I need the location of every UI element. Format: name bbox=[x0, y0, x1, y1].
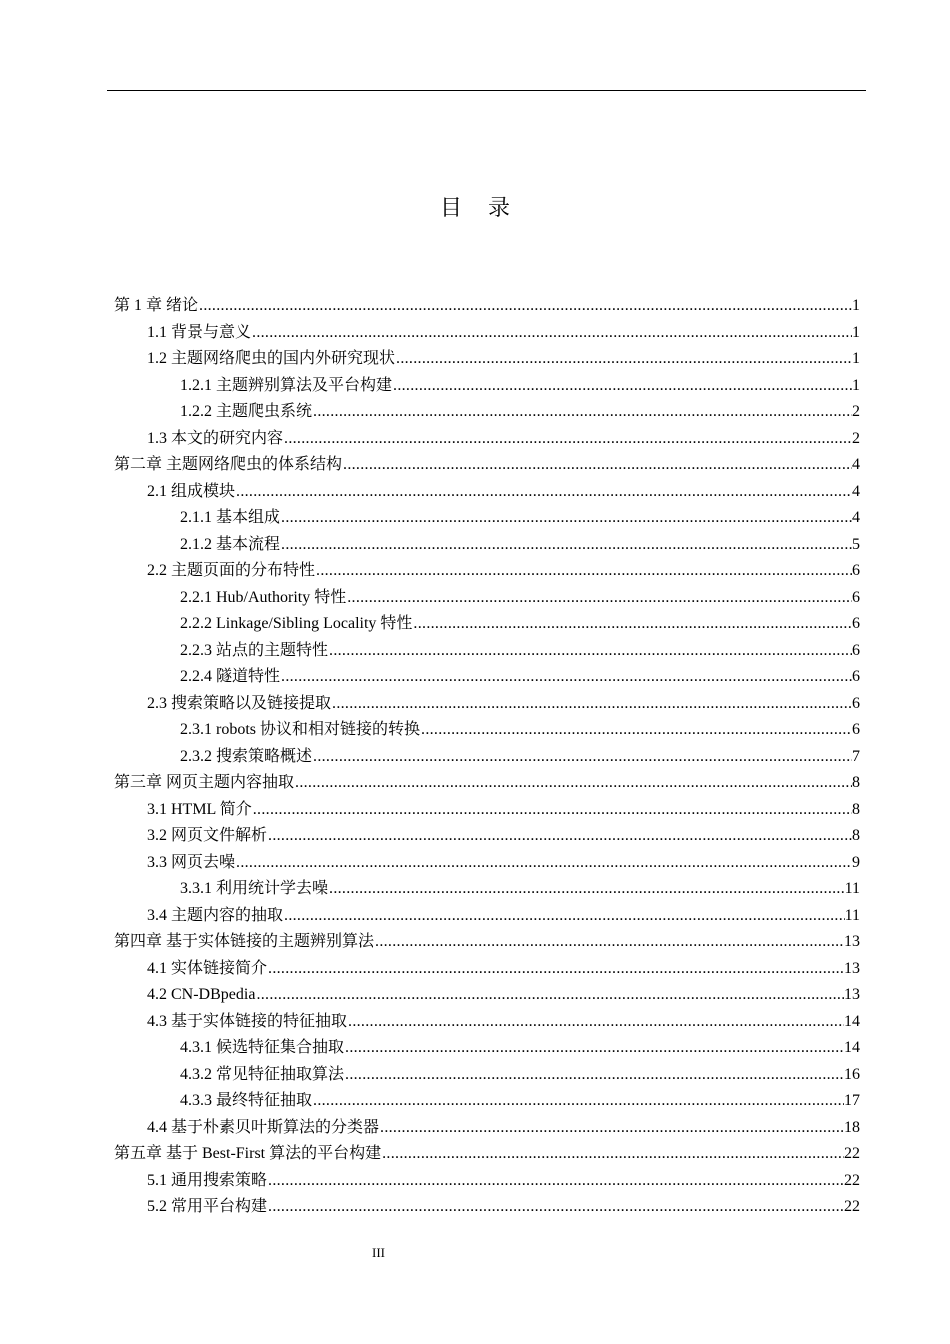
dot-leader bbox=[380, 1115, 844, 1142]
toc-entry[interactable] bbox=[114, 611, 860, 638]
toc-entry-title: 1.2.1 主题辨别算法及平台构建 bbox=[180, 376, 393, 394]
dot-leader bbox=[253, 797, 852, 824]
toc-entry-page: 4 bbox=[852, 456, 860, 473]
toc-entry[interactable] bbox=[114, 452, 860, 479]
dot-leader bbox=[268, 956, 844, 983]
header-rule bbox=[107, 90, 866, 91]
toc-entry[interactable] bbox=[114, 426, 860, 453]
toc-entry-page: 6 bbox=[852, 615, 860, 632]
toc-entry-title: 第三章 网页主题内容抽取 bbox=[114, 774, 295, 791]
toc-entry[interactable] bbox=[114, 1009, 860, 1036]
toc-entry[interactable] bbox=[114, 717, 860, 744]
toc-entry-title: 5.2 常用平台构建 bbox=[147, 1198, 268, 1215]
toc-entry-page: 11 bbox=[844, 906, 860, 924]
toc-entry-page: 6 bbox=[852, 668, 860, 685]
dot-leader bbox=[284, 426, 852, 453]
toc-entry[interactable] bbox=[114, 929, 860, 956]
dot-leader bbox=[329, 638, 852, 665]
toc-entry-title: 4.3.2 常见特征抽取算法 bbox=[180, 1065, 345, 1083]
toc-entry-page: 14 bbox=[844, 1039, 860, 1056]
toc-entry-page: 18 bbox=[844, 1118, 860, 1136]
dot-leader bbox=[256, 982, 844, 1009]
dot-leader bbox=[268, 823, 852, 850]
toc-entry[interactable] bbox=[114, 479, 860, 506]
toc-entry-title: 1.2.2 主题爬虫系统 bbox=[180, 403, 313, 420]
toc-entry-page: 2 bbox=[852, 403, 860, 420]
dot-leader bbox=[281, 532, 852, 559]
toc-entry-title: 4.2 CN-DBpedia bbox=[147, 986, 256, 1003]
toc-entry-page: 22 bbox=[844, 1145, 860, 1162]
toc-entry-title: 2.1.2 基本流程 bbox=[180, 535, 281, 553]
toc-entry-page: 1 bbox=[852, 297, 860, 314]
dot-leader bbox=[281, 505, 852, 532]
dot-leader bbox=[284, 903, 845, 930]
dot-leader bbox=[268, 1168, 844, 1195]
toc-entry-title: 2.2 主题页面的分布特性 bbox=[147, 562, 316, 579]
toc-entry-title: 第二章 主题网络爬虫的体系结构 bbox=[114, 456, 343, 473]
toc-entry-page: 16 bbox=[844, 1065, 860, 1083]
toc-entry-page: 13 bbox=[844, 986, 860, 1003]
toc-entry-page: 6 bbox=[852, 721, 860, 738]
toc-entry-title: 第五章 基于 Best-First 算法的平台构建 bbox=[114, 1145, 382, 1162]
toc-entry-title: 1.3 本文的研究内容 bbox=[147, 429, 284, 447]
toc-entry[interactable] bbox=[114, 982, 860, 1009]
toc-entry-title: 1.2 主题网络爬虫的国内外研究现状 bbox=[147, 350, 396, 367]
toc-entry-title: 2.2.1 Hub/Authority 特性 bbox=[180, 588, 347, 606]
dot-leader bbox=[421, 717, 852, 744]
dot-leader bbox=[393, 373, 852, 400]
toc-entry-title: 4.4 基于朴素贝叶斯算法的分类器 bbox=[147, 1118, 380, 1136]
toc-entry-page: 7 bbox=[852, 747, 860, 765]
toc-entry-page: 6 bbox=[852, 588, 860, 606]
dot-leader bbox=[413, 611, 852, 638]
toc-entry-title: 3.1 HTML 简介 bbox=[147, 800, 252, 818]
toc-entry[interactable] bbox=[114, 558, 860, 585]
table-of-contents bbox=[114, 293, 860, 1221]
dot-leader bbox=[295, 770, 852, 797]
toc-entry-title: 5.1 通用搜索策略 bbox=[147, 1171, 268, 1189]
toc-entry-title: 3.2 网页文件解析 bbox=[147, 827, 268, 844]
toc-entry-page: 2 bbox=[852, 429, 860, 447]
toc-entry-title: 3.3 网页去噪 bbox=[147, 853, 236, 871]
toc-entry[interactable] bbox=[114, 1194, 860, 1221]
toc-title: 目录 bbox=[439, 196, 536, 221]
toc-entry[interactable] bbox=[114, 399, 860, 426]
toc-entry-page: 5 bbox=[852, 535, 860, 553]
toc-entry[interactable] bbox=[114, 320, 860, 347]
dot-leader bbox=[345, 1035, 844, 1062]
toc-entry-page: 1 bbox=[852, 323, 860, 341]
toc-entry[interactable] bbox=[114, 691, 860, 718]
toc-entry[interactable] bbox=[114, 1115, 860, 1142]
toc-entry-title: 4.3.3 最终特征抽取 bbox=[180, 1092, 313, 1109]
dot-leader bbox=[268, 1194, 844, 1221]
toc-entry-title: 2.1.1 基本组成 bbox=[180, 509, 281, 526]
toc-entry[interactable] bbox=[114, 638, 860, 665]
toc-entry[interactable] bbox=[114, 664, 860, 691]
toc-entry-page: 6 bbox=[852, 694, 860, 712]
dot-leader bbox=[313, 1088, 844, 1115]
toc-entry-page: 17 bbox=[844, 1092, 860, 1109]
toc-entry-page: 13 bbox=[844, 959, 860, 977]
toc-entry[interactable] bbox=[114, 876, 860, 903]
toc-entry-title: 第四章 基于实体链接的主题辨别算法 bbox=[114, 933, 375, 950]
toc-entry-title: 3.4 主题内容的抽取 bbox=[147, 906, 284, 924]
toc-entry-title: 4.3 基于实体链接的特征抽取 bbox=[147, 1012, 348, 1030]
dot-leader bbox=[345, 1062, 844, 1089]
dot-leader bbox=[332, 691, 852, 718]
toc-entry-page: 8 bbox=[852, 800, 860, 818]
dot-leader bbox=[329, 876, 845, 903]
page-number: III bbox=[372, 1245, 385, 1260]
dot-leader bbox=[281, 664, 852, 691]
toc-entry-title: 第 1 章 绪论 bbox=[114, 297, 199, 314]
toc-entry[interactable] bbox=[114, 532, 860, 559]
dot-leader bbox=[347, 585, 852, 612]
toc-entry[interactable] bbox=[114, 1088, 860, 1115]
toc-entry-page: 6 bbox=[852, 641, 860, 659]
toc-entry-page: 11 bbox=[844, 880, 860, 897]
toc-entry-page: 8 bbox=[852, 774, 860, 791]
dot-leader bbox=[375, 929, 844, 956]
toc-entry[interactable] bbox=[114, 744, 860, 771]
toc-entry-title: 2.2.4 隧道特性 bbox=[180, 668, 281, 685]
toc-entry-page: 4 bbox=[852, 509, 860, 526]
toc-entry-title: 2.2.2 Linkage/Sibling Locality 特性 bbox=[180, 615, 413, 632]
toc-entry-title: 2.3.1 robots 协议和相对链接的转换 bbox=[180, 721, 421, 738]
toc-entry-title: 2.2.3 站点的主题特性 bbox=[180, 641, 329, 659]
toc-entry-title: 1.1 背景与意义 bbox=[147, 323, 252, 341]
toc-entry-page: 13 bbox=[844, 933, 860, 950]
toc-entry[interactable] bbox=[114, 346, 860, 373]
toc-entry[interactable] bbox=[114, 1062, 860, 1089]
toc-entry-title: 2.1 组成模块 bbox=[147, 482, 236, 500]
toc-entry[interactable] bbox=[114, 373, 860, 400]
toc-entry-title: 2.3.2 搜索策略概述 bbox=[180, 747, 313, 765]
toc-entry-page: 9 bbox=[852, 853, 860, 871]
toc-entry[interactable] bbox=[114, 850, 860, 877]
toc-entry[interactable] bbox=[114, 797, 860, 824]
dot-leader bbox=[313, 744, 852, 771]
toc-entry-page: 8 bbox=[852, 827, 860, 844]
toc-entry[interactable] bbox=[114, 956, 860, 983]
toc-entry[interactable] bbox=[114, 293, 860, 320]
toc-entry-page: 22 bbox=[844, 1171, 860, 1189]
dot-leader bbox=[236, 479, 852, 506]
dot-leader bbox=[313, 399, 852, 426]
toc-entry[interactable] bbox=[114, 1168, 860, 1195]
toc-entry-title: 3.3.1 利用统计学去噪 bbox=[180, 880, 329, 897]
toc-entry-page: 4 bbox=[852, 482, 860, 500]
dot-leader bbox=[396, 346, 852, 373]
toc-entry-page: 14 bbox=[844, 1012, 860, 1030]
toc-entry-title: 2.3 搜索策略以及链接提取 bbox=[147, 694, 332, 712]
dot-leader bbox=[199, 293, 852, 320]
toc-entry[interactable] bbox=[114, 1141, 860, 1168]
dot-leader bbox=[252, 320, 852, 347]
dot-leader bbox=[382, 1141, 844, 1168]
dot-leader bbox=[236, 850, 852, 877]
toc-entry-title: 4.1 实体链接简介 bbox=[147, 959, 268, 977]
toc-entry[interactable] bbox=[114, 585, 860, 612]
toc-entry[interactable] bbox=[114, 823, 860, 850]
toc-entry[interactable] bbox=[114, 505, 860, 532]
toc-entry-page: 6 bbox=[852, 562, 860, 579]
toc-entry-page: 1 bbox=[852, 350, 860, 367]
toc-entry-page: 22 bbox=[844, 1198, 860, 1215]
toc-entry[interactable] bbox=[114, 903, 860, 930]
toc-entry-page: 1 bbox=[852, 376, 860, 394]
dot-leader bbox=[316, 558, 852, 585]
toc-entry-title: 4.3.1 候选特征集合抽取 bbox=[180, 1039, 345, 1056]
dot-leader bbox=[348, 1009, 844, 1036]
toc-entry[interactable] bbox=[114, 1035, 860, 1062]
dot-leader bbox=[343, 452, 852, 479]
toc-entry[interactable] bbox=[114, 770, 860, 797]
